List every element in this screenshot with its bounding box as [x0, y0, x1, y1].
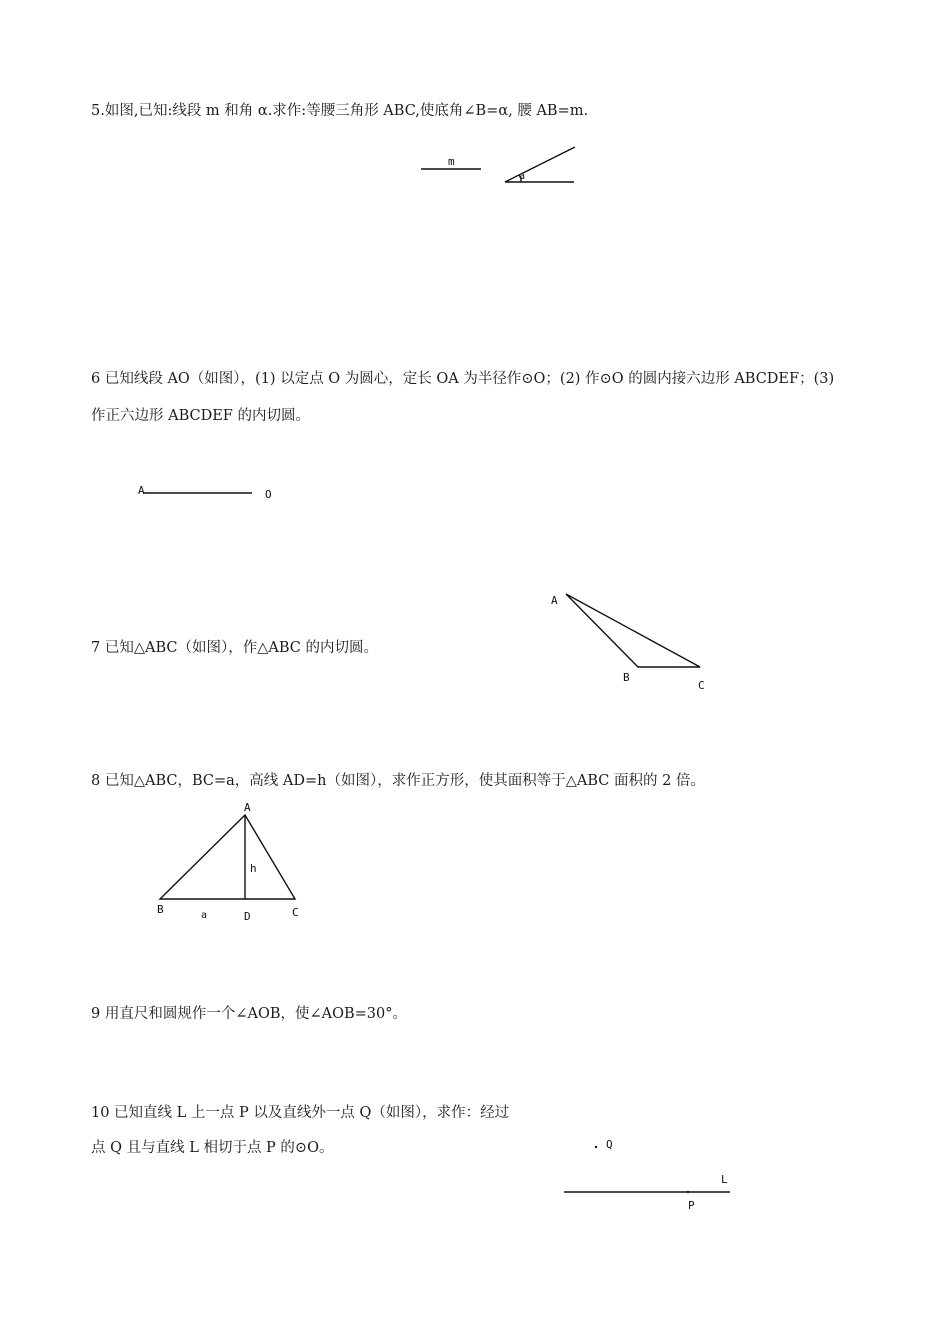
point-o-label: O [265, 488, 272, 501]
angle-alpha-label: a [519, 171, 526, 182]
point-q-label: Q [606, 1138, 613, 1151]
problem-6-text-line1: 6 已知线段 AO（如图），(1) 以定点 O 为圆心，定长 OA 为半径作⊙O；(2) 作⊙O 的圆内接六边形 ABCDEF；(3) [91, 371, 835, 387]
problem-10-text-line2: 点 Q 且与直线 L 相切于点 P 的⊙O。 [91, 1140, 334, 1156]
fig8-b-label: B [157, 903, 164, 916]
fig8-h-label: h [250, 862, 257, 875]
problem-6-text-line2: 作正六边形 ABCDEF 的内切圆。 [91, 408, 310, 424]
fig8-c-label: C [292, 906, 299, 919]
triangle-c-label: C [698, 679, 705, 692]
problem-9-text: 9 用直尺和圆规作一个∠AOB，使∠AOB=30°。 [91, 1006, 408, 1022]
problem-7-text: 7 已知△ABC（如图），作△ABC 的内切圆。 [91, 640, 378, 656]
triangle-b-label: B [623, 671, 630, 684]
segment-m-label: m [448, 155, 455, 168]
point-a-label: A [138, 484, 145, 497]
fig8-d-label: D [244, 910, 251, 923]
problem-10-text-line1: 10 已知直线 L 上一点 P 以及直线外一点 Q（如图），求作：经过 [91, 1105, 510, 1121]
problem-8-text: 8 已知△ABC，BC=a，高线 AD=h（如图），求作正方形，使其面积等于△ABC 面积的 2 倍。 [91, 773, 705, 789]
point-q-dot [595, 1146, 597, 1148]
fig8-a-label: A [244, 801, 251, 814]
point-p-dot [687, 1191, 689, 1193]
line-l-label: L [721, 1173, 728, 1186]
triangle-a-label: A [551, 594, 558, 607]
fig8-side-a-label: a [201, 910, 208, 921]
problem-5-text: 5.如图,已知:线段 m 和角 α.求作:等腰三角形 ABC,使底角∠B=α, 腰 AB=m. [91, 103, 589, 119]
point-p-label: P [688, 1199, 695, 1212]
